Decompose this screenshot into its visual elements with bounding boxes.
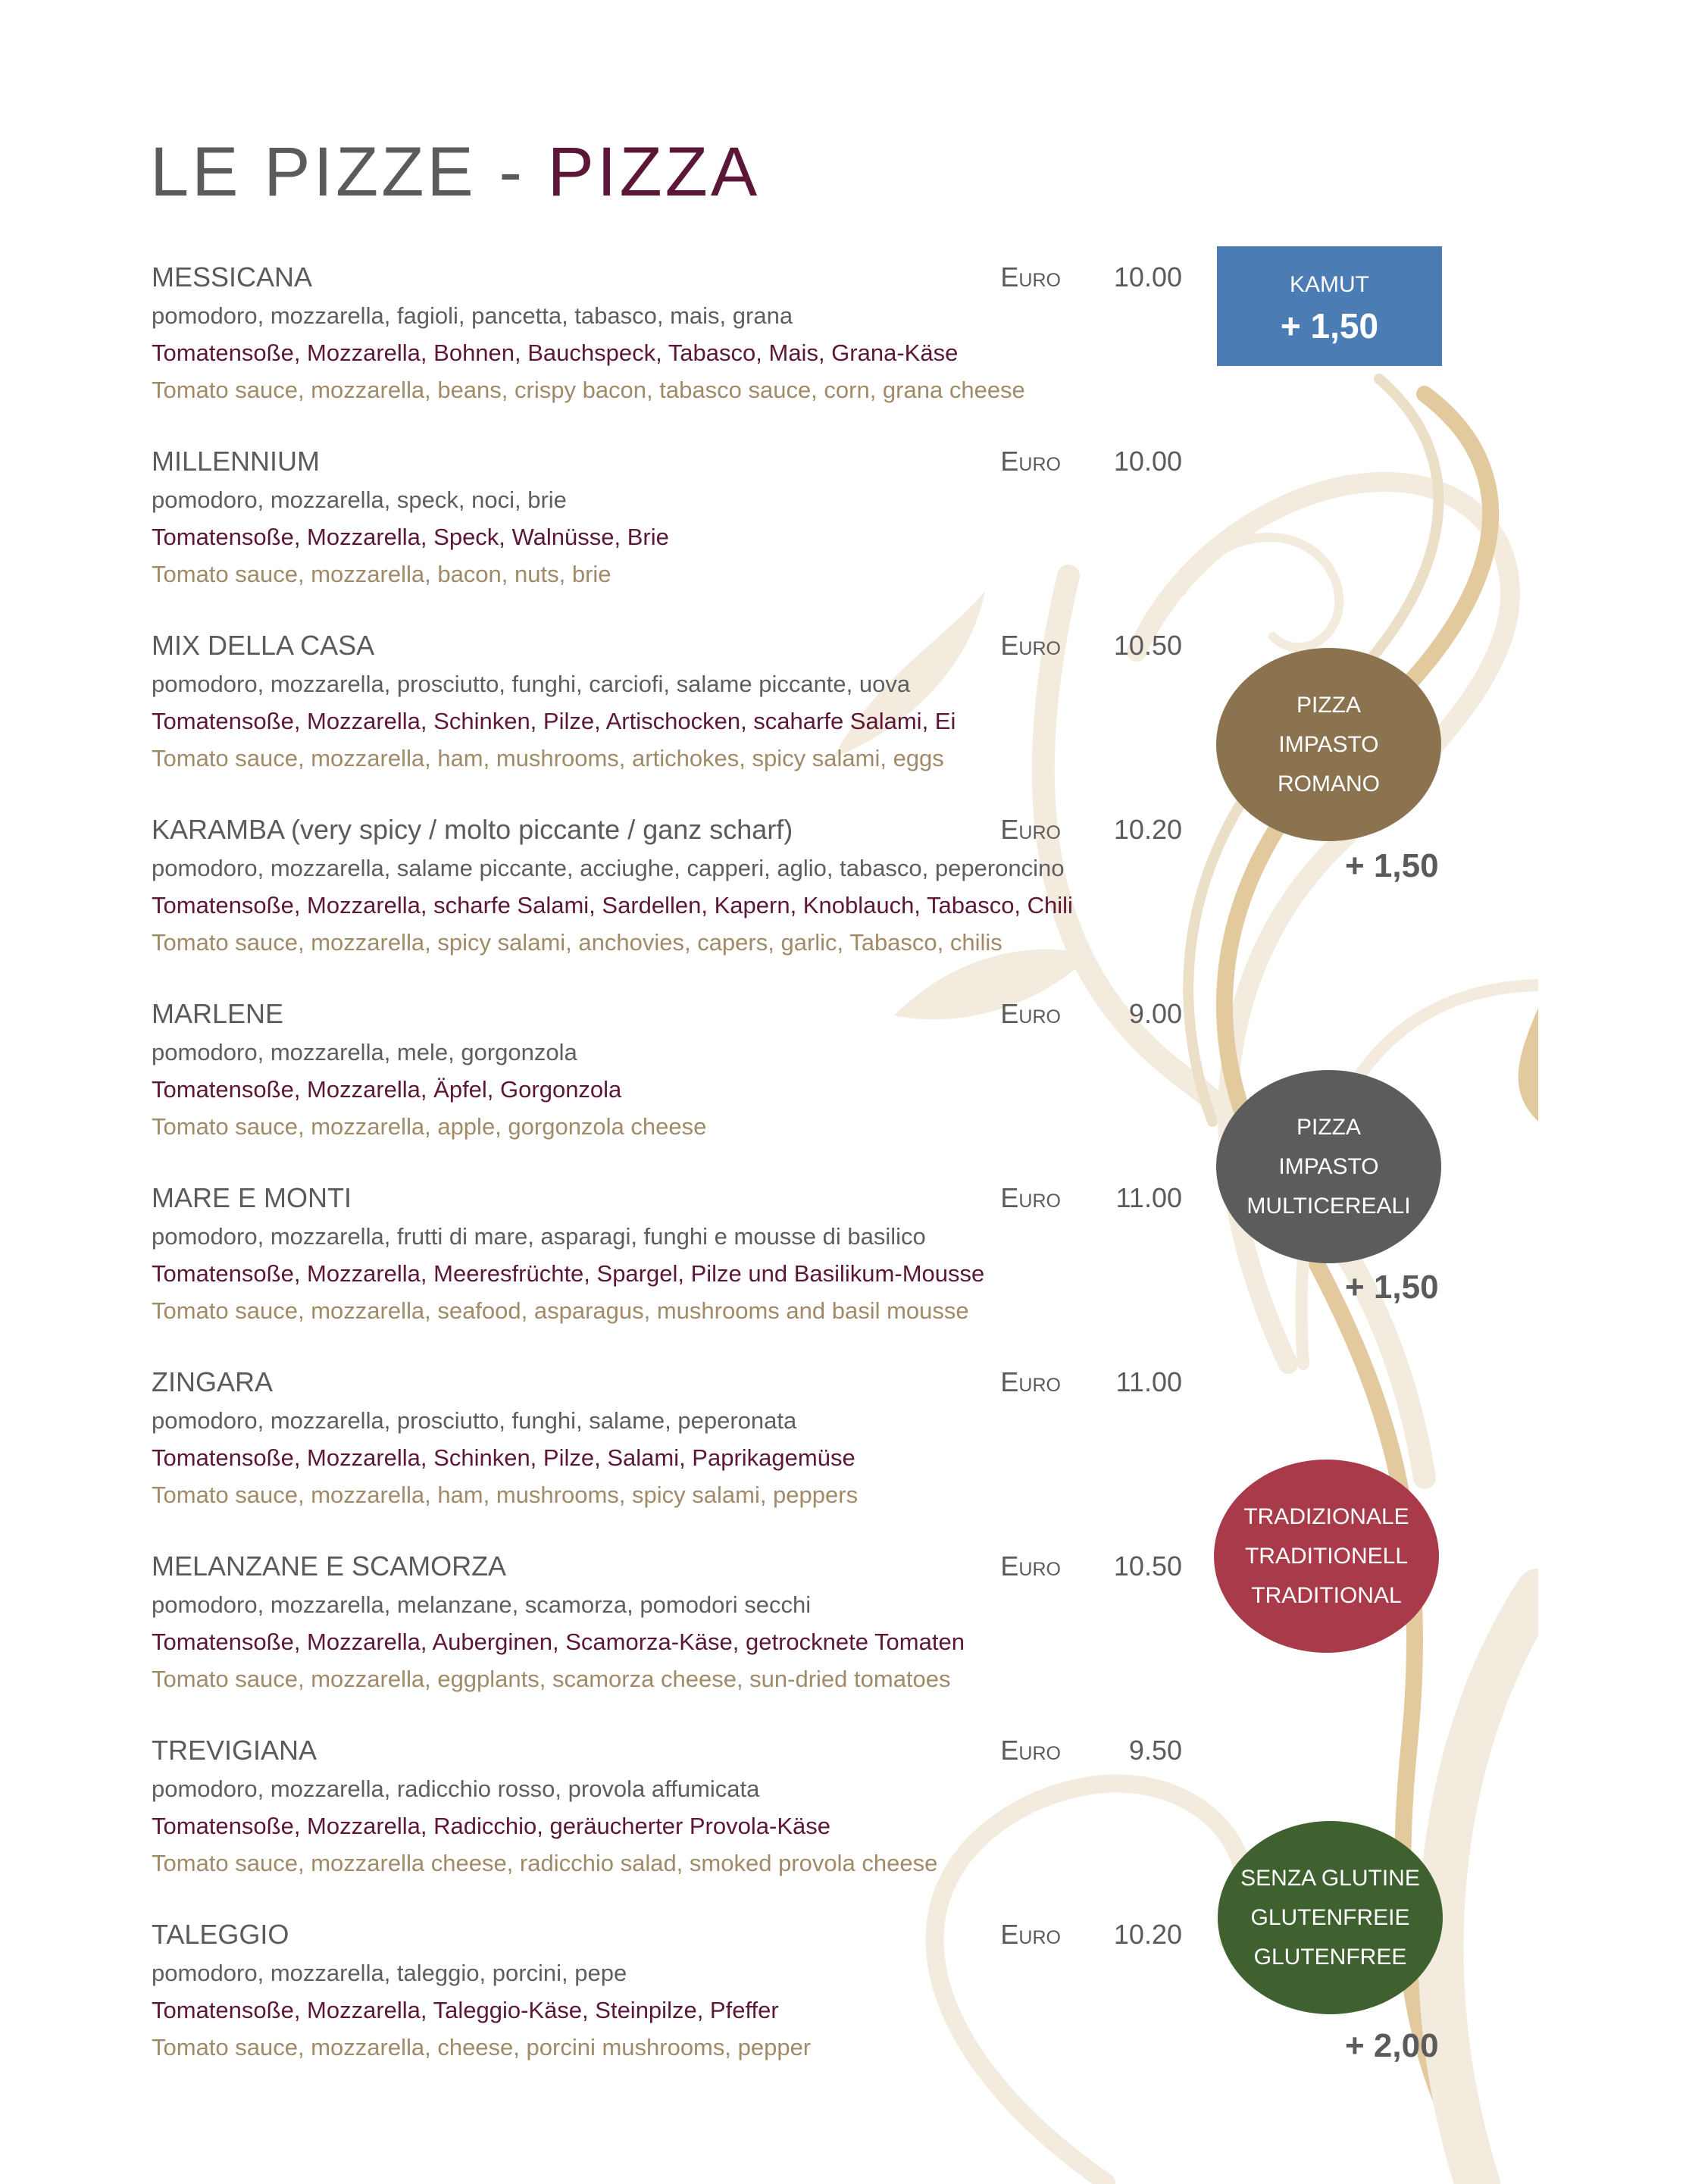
page-title [150, 133, 760, 212]
badge-line: TRADITIONAL [1251, 1582, 1402, 1608]
item-name: MESSICANA [152, 261, 313, 293]
menu-item [152, 1178, 1182, 1363]
ingredients-italian: pomodoro, mozzarella, frutti di mare, asparagi, funghi e mousse di basilico [152, 1223, 926, 1250]
menu-item [152, 994, 1182, 1178]
glutenfree-extra-price: + 2,00 [1345, 2027, 1439, 2064]
item-name: MARLENE [152, 998, 284, 1029]
item-price [1000, 1915, 1182, 1954]
price-value: 11.00 [1115, 1366, 1182, 1397]
badge-line: GLUTENFREE [1253, 1944, 1407, 1970]
item-price [1000, 1731, 1182, 1770]
currency-label: Euro [1000, 1182, 1061, 1213]
menu-item [152, 810, 1182, 994]
badge-line: ROMANO [1278, 771, 1380, 796]
ingredients-english: Tomato sauce, mozzarella, spicy salami, anchovies, capers, garlic, Tabasco, chilis [152, 929, 1002, 956]
ingredients-italian: pomodoro, mozzarella, fagioli, pancetta, tabasco, mais, grana [152, 302, 793, 329]
ingredients-german: Tomatensoße, Mozzarella, Meeresfrüchte, Spargel, Pilze und Basilikum-Mousse [152, 1260, 985, 1287]
multicereali-extra-price: + 1,50 [1345, 1269, 1439, 1306]
item-price [1000, 1178, 1182, 1218]
ingredients-italian: pomodoro, mozzarella, prosciutto, funghi, carciofi, salame piccante, uova [152, 671, 911, 697]
price-value: 10.00 [1113, 446, 1182, 477]
item-name: MELANZANE E SCAMORZA [152, 1550, 507, 1582]
currency-label: Euro [1000, 1735, 1061, 1766]
ingredients-english: Tomato sauce, mozzarella, bacon, nuts, brie [152, 561, 611, 587]
ingredients-english: Tomato sauce, mozzarella, apple, gorgonzola cheese [152, 1113, 707, 1140]
ingredients-german: Tomatensoße, Mozzarella, Äpfel, Gorgonzola [152, 1076, 622, 1103]
ingredients-german: Tomatensoße, Mozzarella, Speck, Walnüsse, Brie [152, 524, 669, 550]
price-value: 9.00 [1128, 998, 1182, 1029]
ingredients-german: Tomatensoße, Mozzarella, Radicchio, geräucherter Provola-Käse [152, 1813, 830, 1839]
ingredients-italian: pomodoro, mozzarella, speck, noci, brie [152, 487, 567, 513]
title-part-1: LE PIZZE - [150, 133, 548, 211]
item-price [1000, 626, 1182, 665]
menu-item [152, 626, 1182, 810]
badge-line: PIZZA [1296, 692, 1361, 718]
ingredients-italian: pomodoro, mozzarella, radicchio rosso, provola affumicata [152, 1776, 760, 1802]
romano-badge [1216, 648, 1441, 841]
ingredients-german: Tomatensoße, Mozzarella, Schinken, Pilze, Salami, Paprikagemüse [152, 1444, 855, 1471]
kamut-extra-price: + 1,50 [1280, 306, 1379, 346]
item-name: MILLENNIUM [152, 446, 321, 477]
item-name: TREVIGIANA [152, 1735, 317, 1766]
currency-label: Euro [1000, 814, 1061, 845]
badge-line: GLUTENFREIE [1250, 1904, 1410, 1930]
item-name: ZINGARA [152, 1366, 274, 1397]
badge-line: IMPASTO [1278, 1153, 1379, 1179]
kamut-badge [1217, 246, 1442, 366]
item-price [1000, 1547, 1182, 1586]
ingredients-english: Tomato sauce, mozzarella cheese, radicchio salad, smoked provola cheese [152, 1850, 938, 1876]
price-value: 10.50 [1113, 1550, 1182, 1582]
currency-label: Euro [1000, 261, 1061, 293]
badge-line: SENZA GLUTINE [1240, 1865, 1420, 1891]
badge-line: TRADITIONELL [1244, 1543, 1409, 1569]
badge-line: TRADIZIONALE [1243, 1503, 1409, 1529]
item-name: MIX DELLA CASA [152, 630, 375, 661]
ingredients-german: Tomatensoße, Mozzarella, Taleggio-Käse, Steinpilze, Pfeffer [152, 1997, 779, 2023]
multicereali-badge [1216, 1070, 1441, 1263]
ingredients-english: Tomato sauce, mozzarella, eggplants, scamorza cheese, sun-dried tomatoes [152, 1666, 951, 1692]
ingredients-german: Tomatensoße, Mozzarella, Bohnen, Bauchspeck, Tabasco, Mais, Grana-Käse [152, 339, 959, 366]
price-value: 9.50 [1128, 1735, 1182, 1766]
ingredients-german: Tomatensoße, Mozzarella, Auberginen, Scamorza-Käse, getrocknete Tomaten [152, 1629, 965, 1655]
ingredients-italian: pomodoro, mozzarella, melanzane, scamorza, pomodori secchi [152, 1591, 812, 1618]
pizza-list [152, 258, 1182, 2099]
menu-item [152, 1731, 1182, 1915]
menu-item [152, 1915, 1182, 2099]
ingredients-german: Tomatensoße, Mozzarella, scharfe Salami, Sardellen, Kapern, Knoblauch, Tabasco, Chili [152, 892, 1073, 918]
ingredients-english: Tomato sauce, mozzarella, seafood, asparagus, mushrooms and basil mousse [152, 1297, 969, 1324]
ingredients-italian: pomodoro, mozzarella, mele, gorgonzola [152, 1039, 577, 1065]
item-price [1000, 994, 1182, 1034]
ingredients-italian: pomodoro, mozzarella, taleggio, porcini, pepe [152, 1960, 627, 1986]
item-name: KARAMBA (very spicy / molto piccante / ganz scharf) [152, 814, 793, 845]
item-price [1000, 810, 1182, 850]
price-value: 10.00 [1113, 261, 1182, 293]
menu-item [152, 442, 1182, 626]
menu-item [152, 258, 1182, 442]
title-part-2: PIZZA [547, 133, 761, 211]
item-name: TALEGGIO [152, 1919, 289, 1950]
ingredients-english: Tomato sauce, mozzarella, beans, crispy bacon, tabasco sauce, corn, grana cheese [152, 377, 1025, 403]
currency-label: Euro [1000, 630, 1061, 661]
ingredients-english: Tomato sauce, mozzarella, ham, mushrooms, spicy salami, peppers [152, 1482, 859, 1508]
currency-label: Euro [1000, 998, 1061, 1029]
price-value: 10.20 [1113, 1919, 1182, 1950]
ingredients-english: Tomato sauce, mozzarella, cheese, porcini mushrooms, pepper [152, 2034, 812, 2060]
currency-label: Euro [1000, 1366, 1061, 1397]
kamut-label: KAMUT [1290, 272, 1369, 297]
item-price [1000, 258, 1182, 297]
price-value: 11.00 [1115, 1182, 1182, 1213]
item-name: MARE E MONTI [152, 1182, 352, 1213]
glutenfree-badge [1218, 1821, 1443, 2014]
price-value: 10.20 [1113, 814, 1182, 845]
ingredients-italian: pomodoro, mozzarella, prosciutto, funghi, salame, peperonata [152, 1407, 797, 1434]
menu-item [152, 1363, 1182, 1547]
item-price [1000, 442, 1182, 481]
price-value: 10.50 [1113, 630, 1182, 661]
item-price [1000, 1363, 1182, 1402]
ingredients-english: Tomato sauce, mozzarella, ham, mushrooms, artichokes, spicy salami, eggs [152, 745, 944, 771]
badge-line: PIZZA [1296, 1114, 1361, 1140]
romano-extra-price: + 1,50 [1345, 847, 1439, 884]
currency-label: Euro [1000, 1550, 1061, 1582]
tradizionale-badge [1214, 1460, 1439, 1653]
currency-label: Euro [1000, 446, 1061, 477]
ingredients-italian: pomodoro, mozzarella, salame piccante, acciughe, capperi, aglio, tabasco, peperoncino [152, 855, 1065, 881]
badge-line: IMPASTO [1278, 731, 1379, 757]
badge-line: MULTICEREALI [1246, 1193, 1411, 1219]
ingredients-german: Tomatensoße, Mozzarella, Schinken, Pilze, Artischocken, scaharfe Salami, Ei [152, 708, 956, 734]
menu-item [152, 1547, 1182, 1731]
currency-label: Euro [1000, 1919, 1061, 1950]
